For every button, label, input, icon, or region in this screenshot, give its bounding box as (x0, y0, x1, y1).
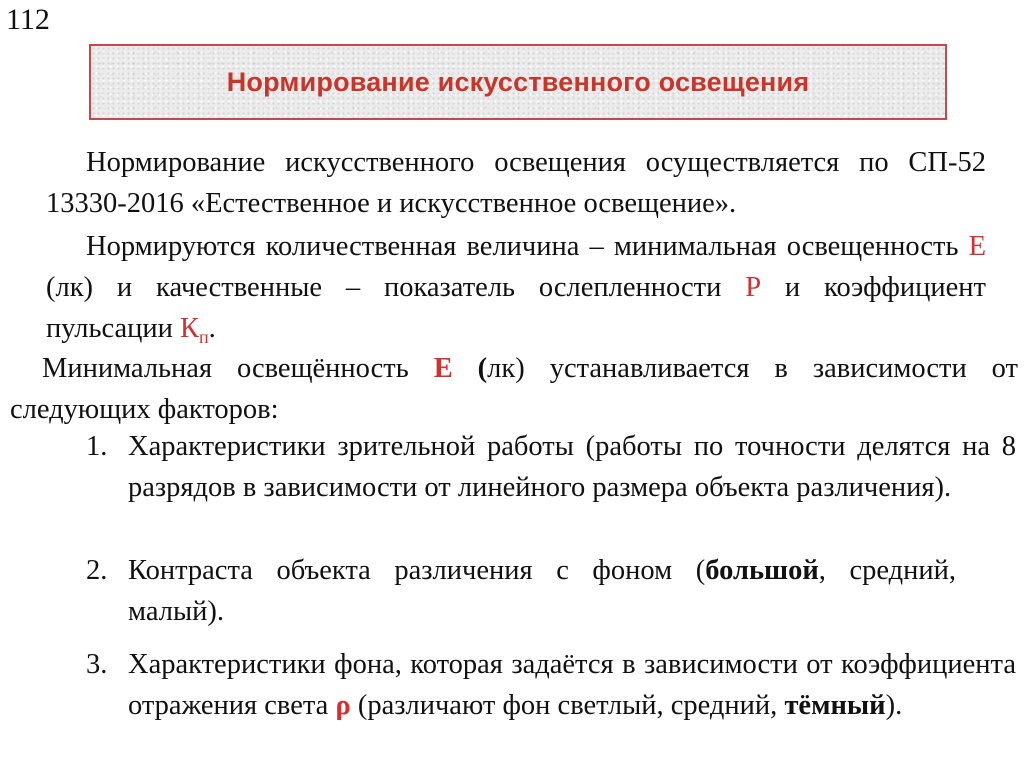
list-item-contrast (86, 550, 956, 632)
list-number: 1. (86, 431, 108, 462)
paragraph-norm-document: Нормирование искусственного освещения осуществляется по СП-52 13330-2016 «Естественное и искусственное освещение». (46, 147, 986, 219)
text-segment: ( (452, 353, 488, 384)
text-segment: ) устанавливается в зависимости от следующих факторов: (10, 353, 1018, 425)
slide-title: Нормирование искусственного освещения (226, 66, 810, 97)
symbol-k-subscript: п (199, 327, 209, 347)
text-segment: Минимальная освещённость (42, 353, 434, 384)
text-segment: Характеристики фона, которая задаётся в зависимости от коэффициента отражения света (128, 649, 1016, 721)
unit-lux: лк (487, 353, 516, 384)
list-item-text: Характеристики зрительной работы (работы по точности делятся на 8 разрядов в зависимости от линейного размера объекта различения). (128, 431, 1016, 503)
text-segment: . (208, 313, 216, 344)
symbol-rho: ρ (335, 690, 351, 721)
paragraph-normed-values (46, 226, 986, 358)
text-segment: , средний, малый). (128, 555, 957, 627)
list-item-text (86, 644, 1016, 726)
text-segment: ). (885, 690, 903, 721)
text-segment: Контраста объекта различения с фоном ( (128, 555, 706, 586)
text-segment: (различают фон светлый, средний, (350, 690, 785, 721)
list-item-background (86, 644, 1016, 726)
title-banner (89, 44, 947, 120)
list-number: 2. (86, 555, 108, 586)
text-segment: (лк) и качественные – показатель ослепленности (46, 272, 746, 303)
symbol-e: Е (968, 231, 986, 262)
text-segment: Нормируются количественная величина – минимальная освещенность (86, 231, 969, 262)
symbol-p: Р (745, 272, 762, 303)
text-segment: и коэффициент пульсации (46, 272, 986, 344)
symbol-k (180, 313, 209, 347)
bold-term: тёмный (784, 690, 886, 721)
symbol-e-bold: Е (433, 353, 453, 384)
bold-term: большой (705, 555, 819, 586)
list-item-text (86, 550, 956, 632)
paragraph-min-illuminance (10, 348, 1018, 430)
symbol-k-letter: К (180, 313, 200, 344)
list-item-visual-work (86, 426, 1016, 508)
page-number: 112 (6, 3, 50, 36)
list-number: 3. (86, 649, 108, 680)
